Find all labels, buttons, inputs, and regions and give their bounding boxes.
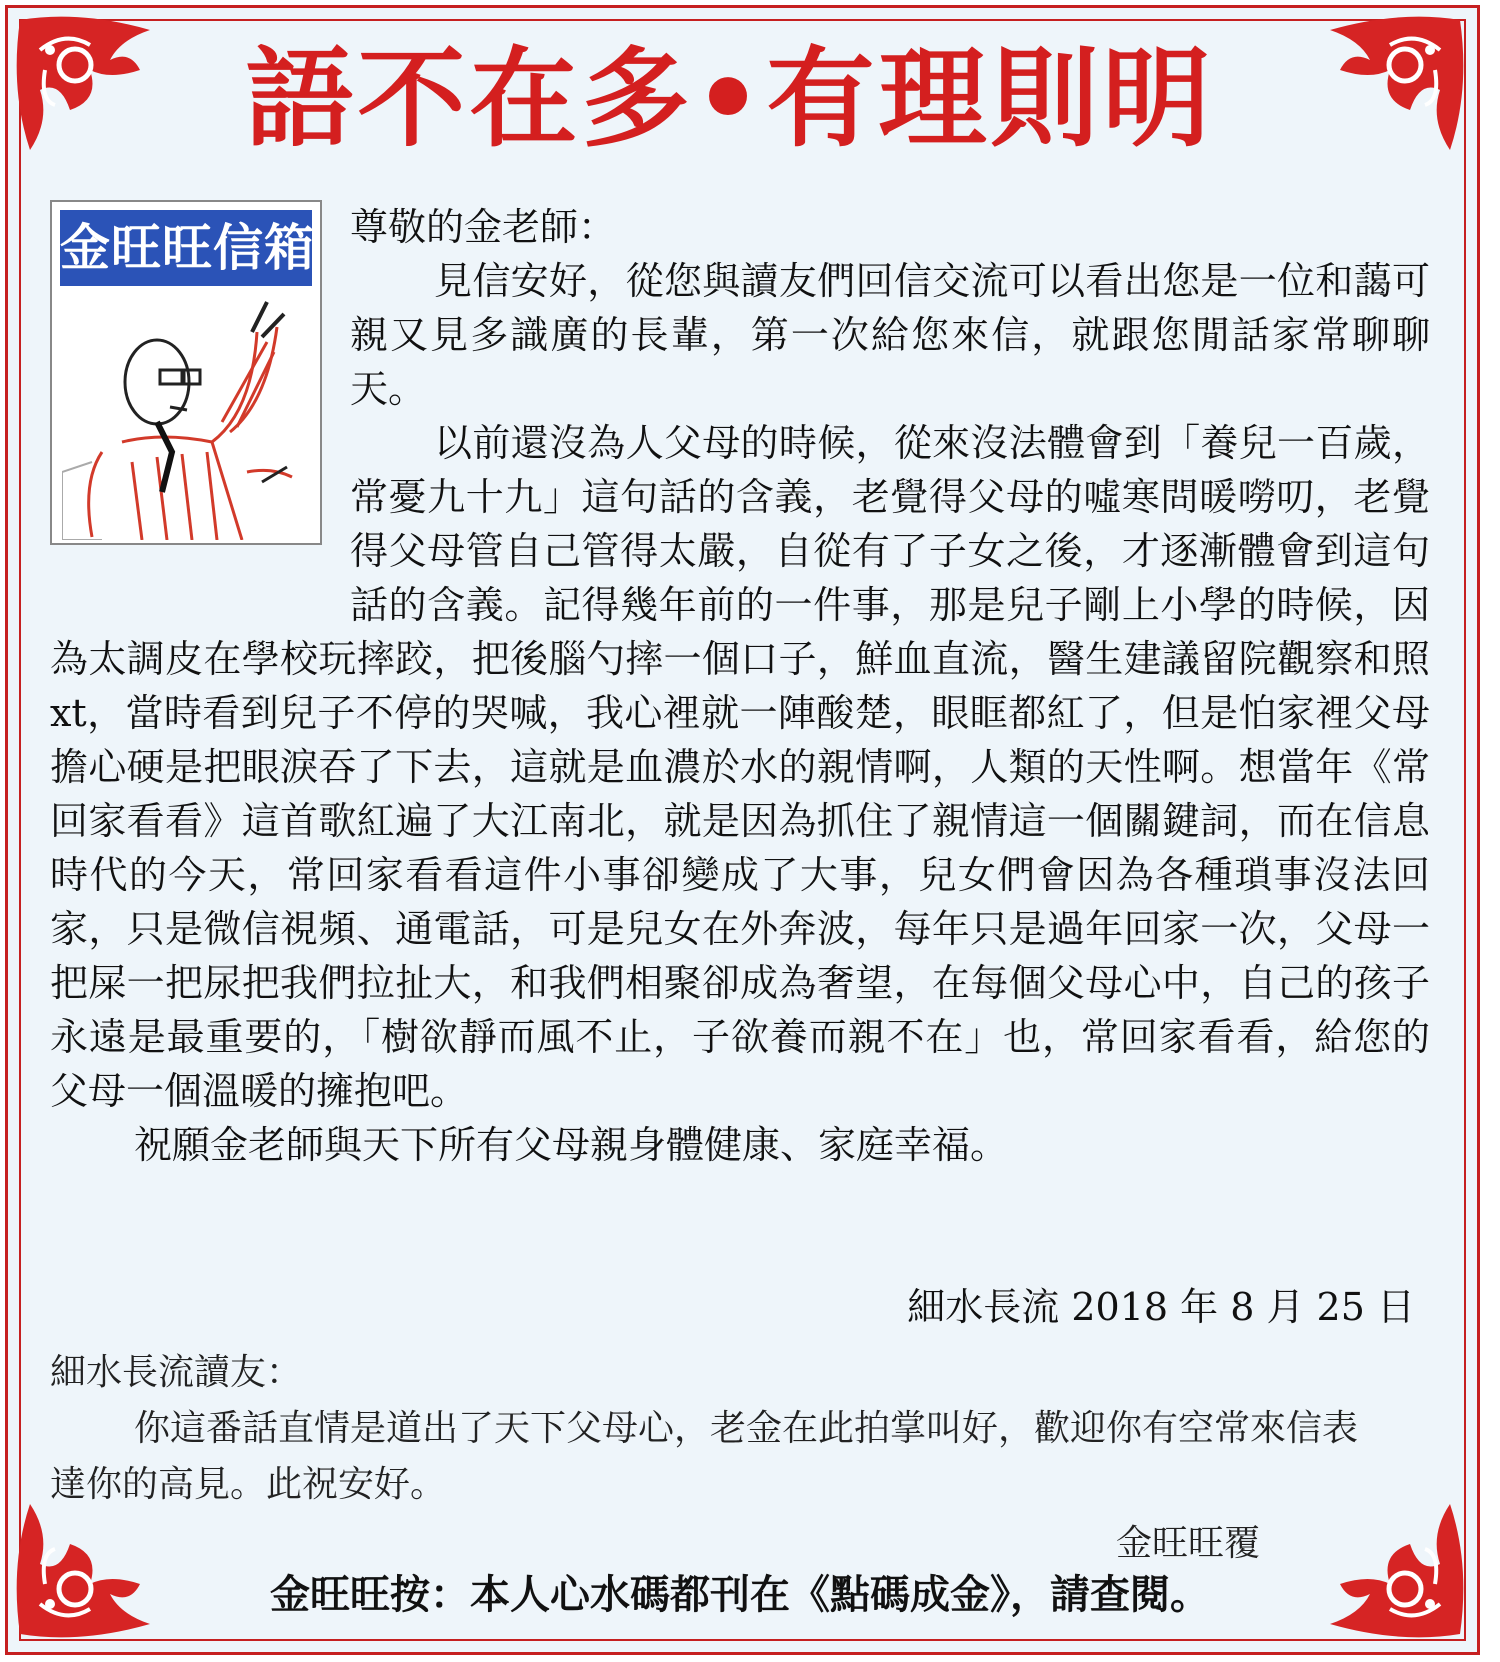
page-title: 語不在多•有理則明 — [245, 36, 1215, 162]
mailbox-label: 金旺旺信箱 — [60, 210, 312, 286]
red-ornament-corner-icon — [1320, 10, 1470, 160]
red-ornament-corner-icon — [1320, 1494, 1470, 1644]
mailbox-column-logo — [50, 200, 322, 545]
red-ornament-corner-icon — [10, 1494, 160, 1644]
pointing-man-illustration-icon — [62, 292, 314, 540]
reply-greeting: 細水長流讀友： — [50, 1352, 303, 1393]
footer-note: 金旺旺按：本人心水碼都刊在《點碼成金》，請查閱。 — [270, 1572, 1210, 1618]
letter-paragraph: 祝願金老師與天下所有父母親身體健康、家庭幸福。 — [134, 1123, 1009, 1167]
red-ornament-corner-icon — [10, 10, 160, 160]
letter-paragraph: 以前還沒為人父母的時候，從來沒法體會到「養兒一百歲，常憂九十九」這句話的含義，老覺得父母的噓寒問暖嘮叨，老覺得父母管自己管得太嚴，自從有了子女之後，才逐漸體會到這句話的含義。記得幾年前的一件事，那是兒子剛上小學的時候，因為太調皮在學校玩摔跤，把後腦勺摔一個口子，鮮血直流，醫生建議留院觀察和照 xt，當時看到兒子不停的哭喊，我心裡就一陣酸楚，眼眶都紅了，但是怕家裡父母擔心硬是把眼淚吞了下去，這就是血濃於水的親情啊，人類的天性啊。想當年《常回家看看》這首歌紅遍了大江南北，就是因為抓住了親情這一個關鍵詞，而在信息時代的今天，常回家看看這件小事卻變成了大事，兒女們會因為各種瑣事沒法回家，只是微信視頻、通電話，可是兒女在外奔波，每年只是過年回家一次，父母一把屎一把尿把我們拉扯大，和我們相聚卻成為奢望，在每個父母心中，自己的孩子永遠是最重要的，「樹欲靜而風不止，子欲養而親不在」也，常回家看看，給您的父母一個溫暖的擁抱吧。 — [50, 421, 1430, 1113]
letter-signature: 細水長流 2018 年 8 月 25 日 — [907, 1285, 1415, 1329]
letter-paragraph: 見信安好，從您與讀友們回信交流可以看出您是一位和藹可親又見多識廣的長輩，第一次給您來信，就跟您閒話家常聊聊天。 — [350, 259, 1430, 411]
reply-body: 你這番話直情是道出了天下父母心，老金在此拍掌叫好，歡迎你有空常來信表達你的高見。此祝安好。 — [50, 1408, 1359, 1505]
letter-greeting: 尊敬的金老師： — [350, 205, 617, 249]
reply-signature: 金旺旺覆 — [1115, 1523, 1260, 1564]
reply-section — [50, 1345, 1430, 1513]
